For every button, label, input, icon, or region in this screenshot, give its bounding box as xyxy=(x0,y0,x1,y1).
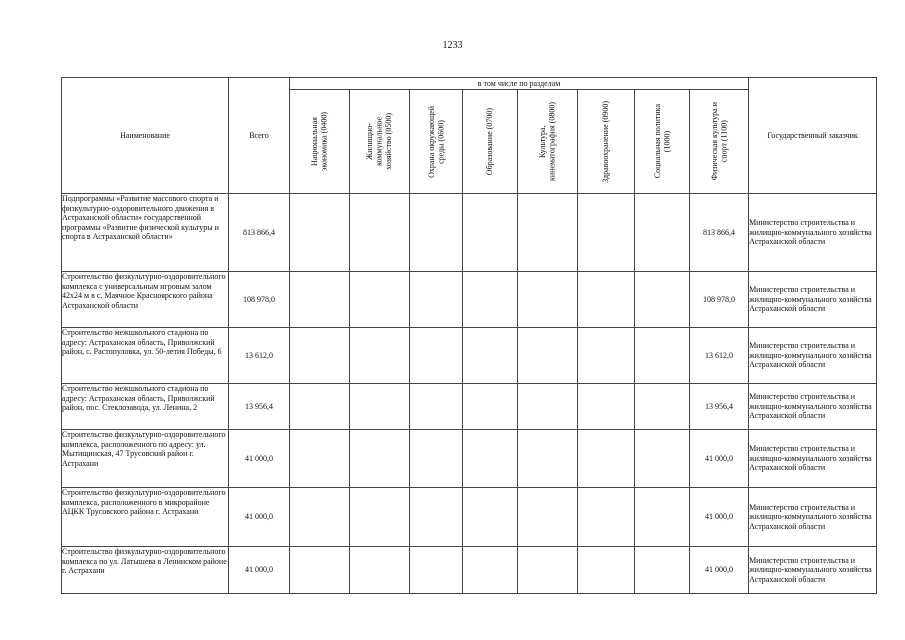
row-customer: Министерство строительства и жилищно-коммунального хозяйства Астраханской области xyxy=(749,430,877,488)
table-row xyxy=(62,328,877,384)
table-row xyxy=(62,488,877,547)
table-row xyxy=(62,194,877,272)
row-customer: Министерство строительства и жилищно-коммунального хозяйства Астраханской области xyxy=(749,547,877,594)
row-name: Строительство физкультурно-оздоровительного комплекса, расположенного в микрорайоне АЦКК Трусовского района г. Астрахани xyxy=(62,488,229,547)
row-total: 41 000,0 xyxy=(229,488,290,547)
budget-table xyxy=(61,77,877,594)
row-sport: 41 000,0 xyxy=(690,488,749,547)
row-name: Строительство физкультурно-оздоровительного комплекса по ул. Латышева в Ленинском районе г. Астрахани xyxy=(62,547,229,594)
row-sport: 813 866,4 xyxy=(690,194,749,272)
header-name: Наименование xyxy=(62,78,229,194)
row-customer: Министерство строительства и жилищно-коммунального хозяйства Астраханской области xyxy=(749,384,877,430)
row-total: 41 000,0 xyxy=(229,430,290,488)
row-customer: Министерство строительства и жилищно-коммунального хозяйства Астраханской области xyxy=(749,194,877,272)
header-section-0600: Охрана окружающей среды (0600) xyxy=(410,90,463,194)
header-customer: Государственный заказчик xyxy=(749,78,877,194)
row-name: Строительство межшкольного стадиона по адресу: Астраханская область, Приволжский район, пос. Стеклозавода, ул. Ленина, 2 xyxy=(62,384,229,430)
row-sport: 13 956,4 xyxy=(690,384,749,430)
row-customer: Министерство строительства и жилищно-коммунального хозяйства Астраханской области xyxy=(749,272,877,328)
header-section-0700: Образование (0700) xyxy=(463,90,518,194)
table-row xyxy=(62,384,877,430)
row-name: Строительство физкультурно-оздоровительного комплекса, расположенного по адресу: ул. Мытищинская, 47 Трусовский район г. Астрахани xyxy=(62,430,229,488)
row-name: Подпрограммы «Развитие массового спорта и физкультурно-оздоровительного движения в Астраханской области» государственной программы «Развитие физической культуры и спорта в Астраханской области» xyxy=(62,194,229,272)
row-sport: 13 612,0 xyxy=(690,328,749,384)
table-row xyxy=(62,272,877,328)
row-total: 108 978,0 xyxy=(229,272,290,328)
header-section-0500: Жилищно- коммунальное хозяйство (0500) xyxy=(350,90,410,194)
table-row xyxy=(62,430,877,488)
row-total: 813 866,4 xyxy=(229,194,290,272)
row-sport: 41 000,0 xyxy=(690,547,749,594)
row-customer: Министерство строительства и жилищно-коммунального хозяйства Астраханской области xyxy=(749,488,877,547)
header-section-1000: Социальная политика (1000) xyxy=(635,90,690,194)
table-row xyxy=(62,547,877,594)
header-section-1100: Физическая культура и спорт (1100) xyxy=(690,90,749,194)
row-sport: 41 000,0 xyxy=(690,430,749,488)
row-name: Строительство межшкольного стадиона по адресу: Астраханская область, Приволжский район, с. Растопуловка, ул. 50-летия Победы, 6 xyxy=(62,328,229,384)
header-sections-group: в том числе по разделам xyxy=(290,78,749,90)
header-section-0400: Национальная экономика (0400) xyxy=(290,90,350,194)
page-number: 1233 xyxy=(442,40,463,51)
row-total: 13 956,4 xyxy=(229,384,290,430)
row-name: Строительство физкультурно-оздоровительного комплекса с универсальным игровым залом 42х24 м в с. Маячное Красноярского района Астраханской области xyxy=(62,272,229,328)
row-total: 41 000,0 xyxy=(229,547,290,594)
row-customer: Министерство строительства и жилищно-коммунального хозяйства Астраханской области xyxy=(749,328,877,384)
header-total: Всего xyxy=(229,78,290,194)
header-section-0900: Здравоохранение (0900) xyxy=(578,90,635,194)
row-sport: 108 978,0 xyxy=(690,272,749,328)
header-section-0800: Культура, кинематография (0800) xyxy=(518,90,578,194)
row-total: 13 612,0 xyxy=(229,328,290,384)
